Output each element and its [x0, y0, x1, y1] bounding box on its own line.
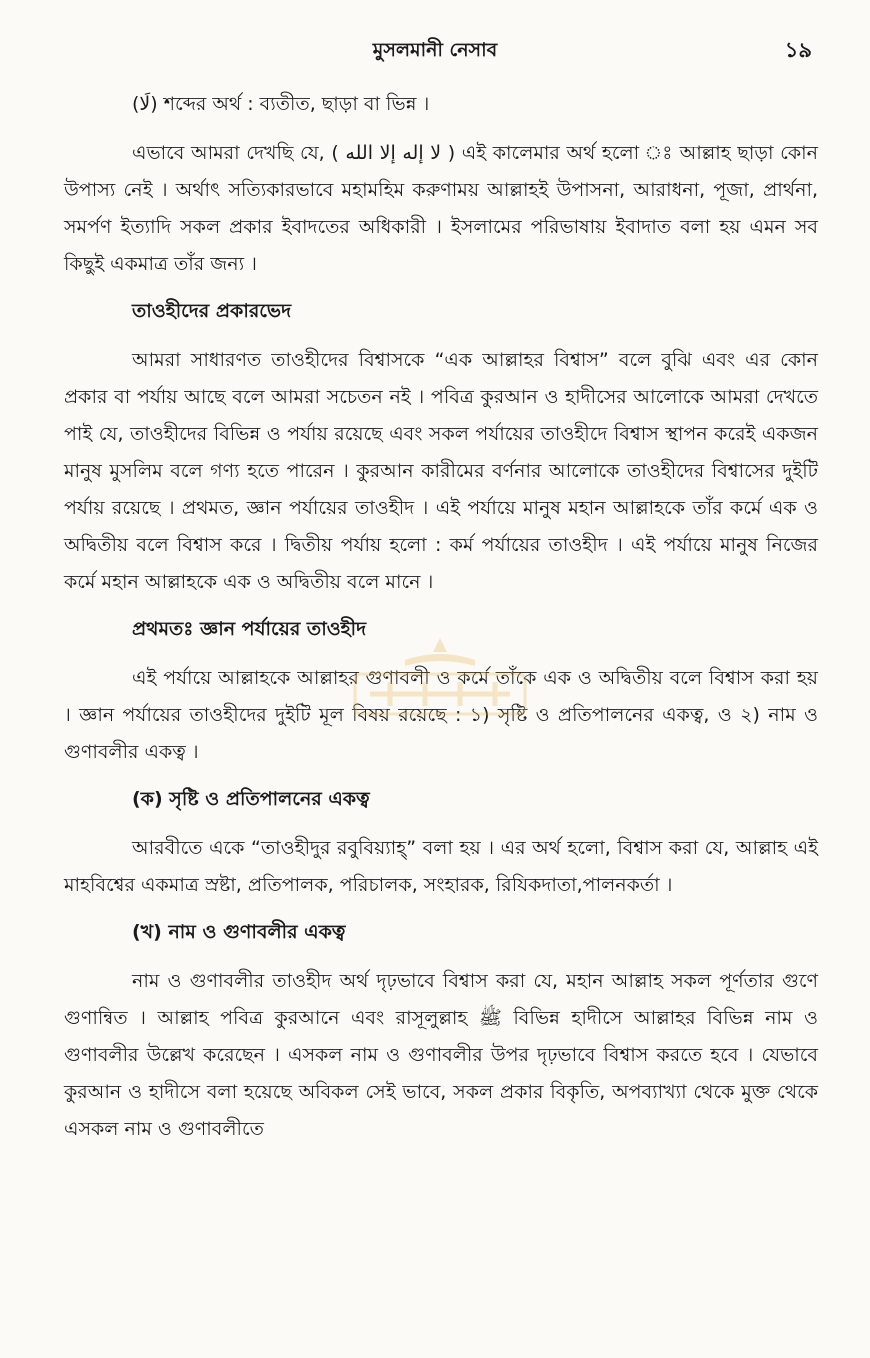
- definition-text: শব্দের অর্থ : ব্যতীত, ছাড়া বা ভিন্ন ।: [163, 93, 430, 115]
- heading-tawhid-types: তাওহীদের প্রকারভেদ: [132, 300, 292, 322]
- page-body: [64, 86, 818, 1158]
- heading-ka-creation-oneness: (ক) সৃষ্টি ও প্রতিপালনের একত্ব: [132, 788, 370, 810]
- arabic-kalema: لا إله إلا الله: [345, 142, 442, 164]
- paragraph-tawhid-types: আমরা সাধারণত তাওহীদের বিশ্বাসকে “এক আল্লাহর বিশ্বাস” বলে বুঝি এবং এর কোন প্রকার বা পর্যায় আছে বলে আমরা সচেতন নই । পবিত্র কুরআন ও হাদীসের আলোকে আমরা দেখতে পাই যে, তাওহীদের বিভিন্ন ও পর্যায় রয়েছে এবং সকল পর্যায়ের তাওহীদে বিশ্বাস স্থাপন করেই একজন মানুষ মুসলিম বলে গণ্য হতে পারেন । কুরআন কারীমের বর্ণনার আলোকে তাওহীদের বিশ্বাসের দুইটি পর্যায় রয়েছে । প্রথমত, জ্ঞান পর্যায়ের তাওহীদ । এই পর্যায়ে মানুষ মহান আল্লাহকে তাঁর কর্মে এক ও অদ্বিতীয় বলে বিশ্বাস করে । দ্বিতীয় পর্যায় হলো : কর্ম পর্যায়ের তাওহীদ । এই পর্যায়ে মানুষ নিজের কর্মে মহান আল্লাহকে এক ও অদ্বিতীয় বলে মানে ।: [64, 349, 818, 593]
- heading-kha-names-attributes: (খ) নাম ও গুণাবলীর একত্ব: [132, 921, 346, 943]
- running-header-title: মুসলমানী নেসাব: [372, 39, 498, 61]
- heading-first-knowledge-level: প্রথমতঃ জ্ঞান পর্যায়ের তাওহীদ: [132, 618, 367, 640]
- paragraph-text: ) এই কালেমার অর্থ হলো ঃ আল্লাহ ছাড়া কোন উপাস্য নেই । অর্থাৎ সত্যিকারভাবে মহামহিম করুণাময় আল্লাহই উপাসনা, আরাধনা, পূজা, প্রার্থনা, সমর্পণ ইত্যাদি সকল প্রকার ইবাদতের অধিকারী । ইসলামের পরিভাষায় ইবাদাত বলা হয় এমন সব কিছুই একমাত্র তাঁর জন্য ।: [64, 142, 818, 275]
- arabic-word: لَا: [139, 93, 151, 115]
- paragraph-text: এভাবে আমরা দেখছি যে, (: [132, 142, 339, 164]
- paragraph-kalema-meaning: [64, 135, 818, 283]
- page-number: ১৯: [784, 38, 812, 62]
- definition-line: (لَا) শব্দের অর্থ : ব্যতীত, ছাড়া বা ভিন্ন ।: [132, 93, 430, 115]
- paragraph-names-attributes: নাম ও গুণাবলীর তাওহীদ অর্থ দৃঢ়ভাবে বিশ্বাস করা যে, মহান আল্লাহ সকল পূর্ণতার গুণে গুণান্বিত । আল্লাহ পবিত্র কুরআনে এবং রাসূলুল্লাহ ﷺ বিভিন্ন হাদীসে আল্লাহর বিভিন্ন নাম ও গুণাবলীর উল্লেখ করেছেন । এসকল নাম ও গুণাবলীর উপর দৃঢ়ভাবে বিশ্বাস করতে হবে । যেভাবে কুরআন ও হাদীসে বলা হয়েছে অবিকল সেই ভাবে, সকল প্রকার বিকৃতি, অপব্যাখ্যা থেকে মুক্ত থেকে এসকল নাম ও গুণাবলীতে: [64, 970, 818, 1140]
- paragraph-knowledge-level: এই পর্যায়ে আল্লাহকে আল্লাহর গুণাবলী ও কর্মে তাঁকে এক ও অদ্বিতীয় বলে বিশ্বাস করা হয় । জ্ঞান পর্যায়ের তাওহীদের দুইটি মূল বিষয় রয়েছে : ১) সৃষ্টি ও প্রতিপালনের একত্ব, ও ২) নাম ও গুণাবলীর একত্ব ।: [64, 667, 818, 763]
- paragraph-rububiyyah: আরবীতে একে “তাওহীদুর রবুবিয়্যাহ্” বলা হয় । এর অর্থ হলো, বিশ্বাস করা যে, আল্লাহ এই মাহবিশ্বের একমাত্র স্রষ্টা, প্রতিপালক, পরিচালক, সংহারক, রিযিকদাতা,পালনকর্তা ।: [64, 837, 818, 896]
